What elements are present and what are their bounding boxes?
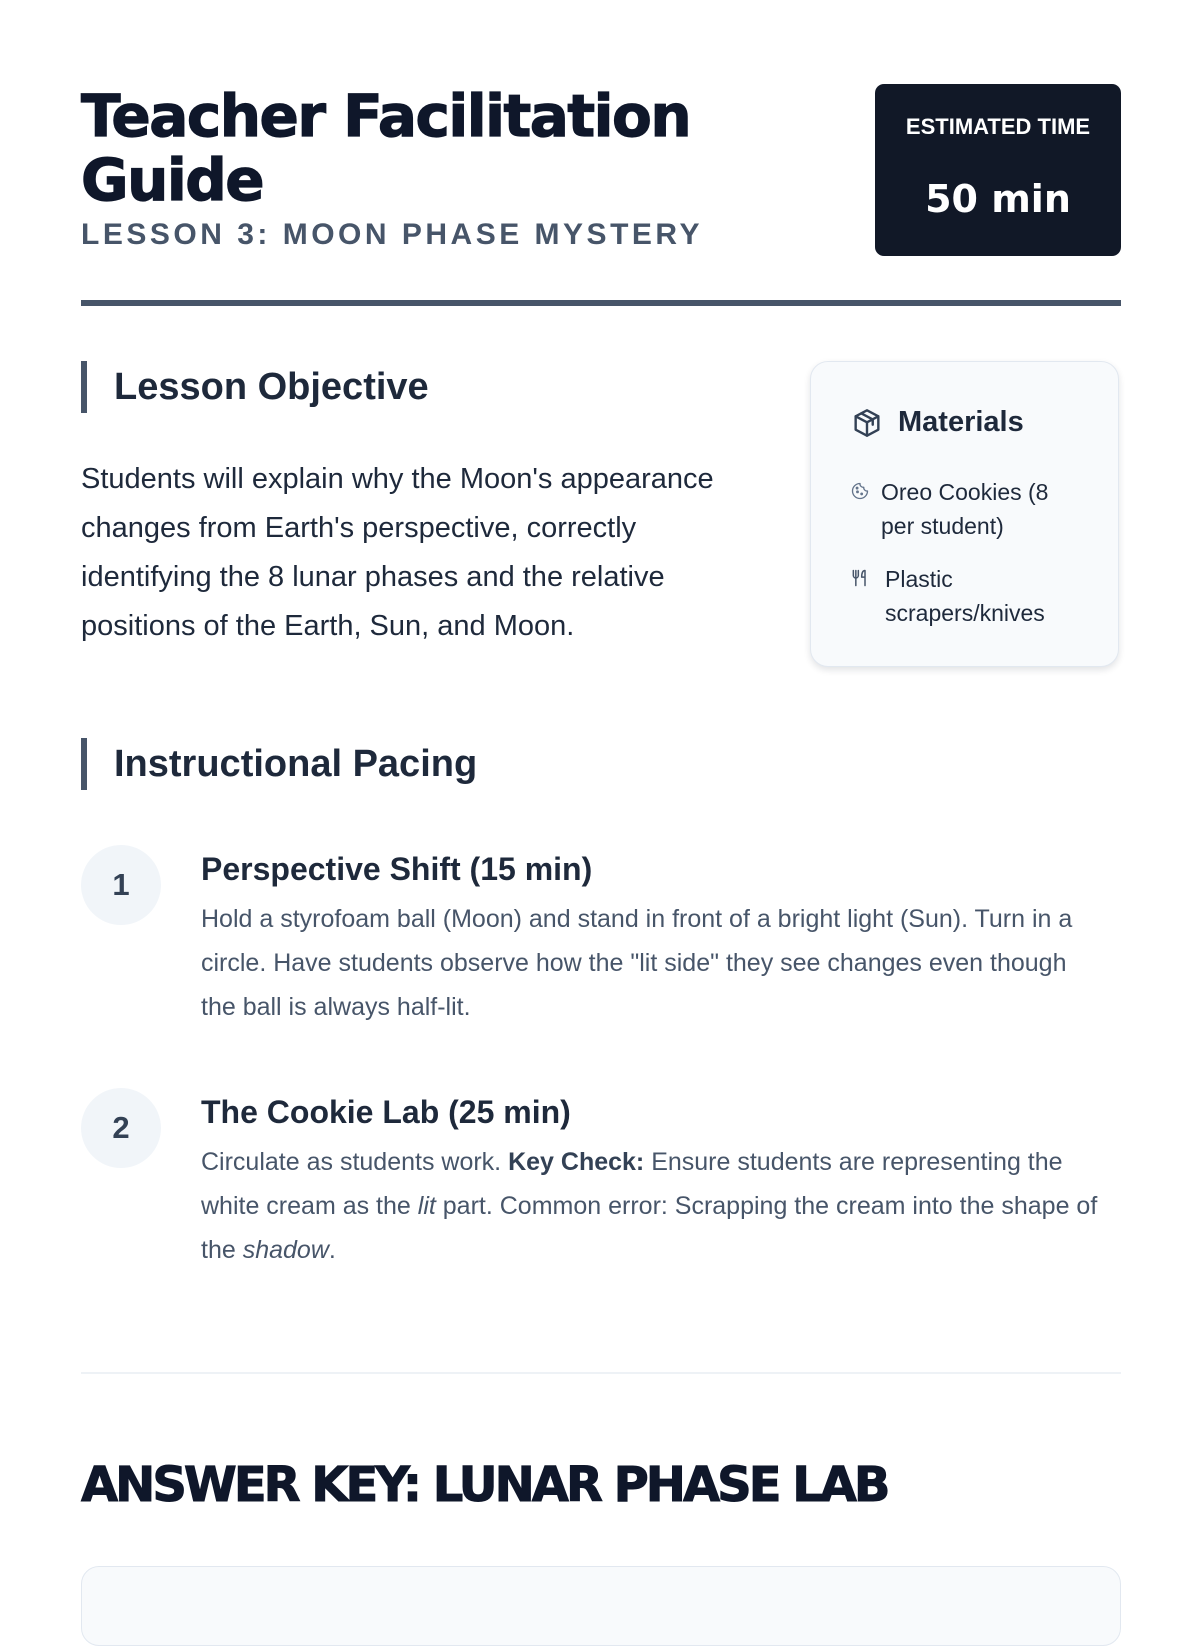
pacing-heading: Instructional Pacing xyxy=(114,743,478,785)
answer-key-panel xyxy=(81,1566,1121,1646)
objective-heading: Lesson Objective xyxy=(114,366,429,408)
materials-item-label: Oreo Cookies (8 per student) xyxy=(881,479,1049,539)
header-divider xyxy=(81,300,1121,306)
page-title: Teacher Facilitation Guide xyxy=(81,82,691,214)
step-description: Hold a styrofoam ball (Moon) and stand in front of a bright light (Sun). Turn in a circle. Have students observe how the "lit side" they see changes even though the ball is always half-lit. xyxy=(201,905,1073,1021)
step-description xyxy=(201,1140,1101,1272)
materials-item-label: Plastic scrapers/knives xyxy=(885,566,1045,626)
step-text-end: . xyxy=(328,1236,336,1264)
step-number: 2 xyxy=(81,1088,161,1168)
materials-heading: Materials xyxy=(898,406,1024,438)
section-divider xyxy=(81,1372,1121,1374)
emphasis-lit: lit xyxy=(417,1192,436,1220)
objective-text: Students will explain why the Moon's appearance changes from Earth's perspective, correctly identifying the 8 lunar phases and the relative positions of the Earth, Sun, and Moon. xyxy=(81,463,714,642)
box-icon xyxy=(851,407,883,439)
answer-key-heading: ANSWER KEY: LUNAR PHASE LAB xyxy=(81,1457,888,1513)
section-accent-bar xyxy=(81,361,87,413)
guide-header xyxy=(81,84,1121,284)
step-text-middle-2: part. Common error: Scrapping the cream into the shape of the xyxy=(201,1192,1098,1264)
cookie-icon xyxy=(850,481,870,501)
estimated-time-value: 50 min xyxy=(925,177,1071,221)
estimated-time-badge xyxy=(875,84,1121,256)
step-title: The Cookie Lab (25 min) xyxy=(201,1094,571,1130)
emphasis-shadow: shadow xyxy=(242,1236,329,1264)
lesson-subtitle: LESSON 3: MOON PHASE MYSTERY xyxy=(81,218,703,251)
key-check-label: Key Check: xyxy=(508,1148,645,1176)
step-number: 1 xyxy=(81,845,161,925)
estimated-time-label: ESTIMATED TIME xyxy=(905,114,1091,139)
utensils-icon xyxy=(850,568,870,588)
step-text-start: Circulate as students work. xyxy=(201,1148,509,1176)
step-text-middle: Ensure students are representing the white cream as the xyxy=(201,1148,1063,1220)
materials-card xyxy=(810,361,1119,667)
step-title: Perspective Shift (15 min) xyxy=(201,851,593,887)
section-accent-bar xyxy=(81,738,87,790)
